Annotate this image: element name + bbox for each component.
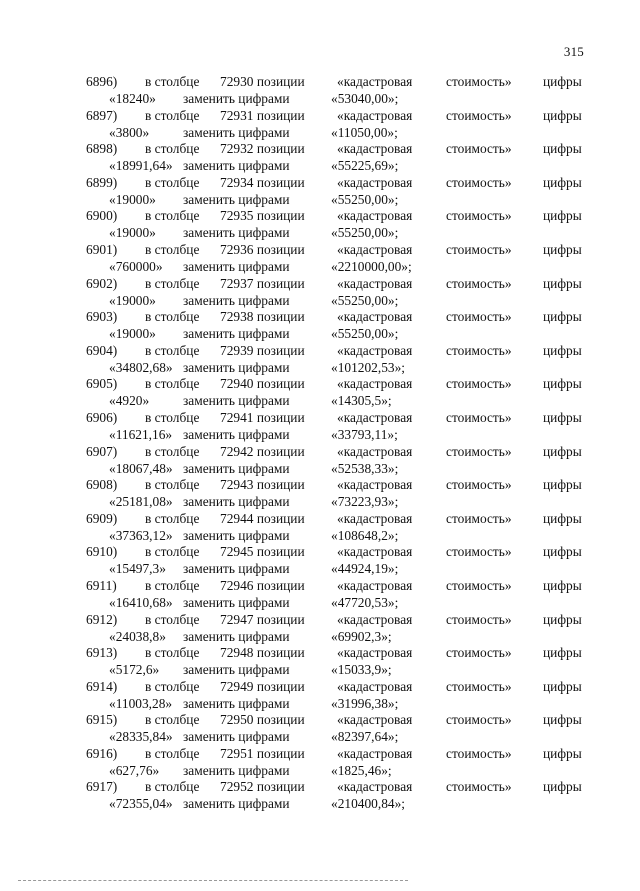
entry-replace-phrase: заменить цифрами (183, 191, 290, 207)
entry-old-value: «11003,28» (109, 695, 173, 711)
entry-old-value: «627,76» (109, 762, 160, 778)
entry-new-value: «55250,00»; (331, 191, 399, 207)
entry-field-name: «кадастровая (337, 678, 413, 694)
entry-field-name-2: стоимость» (446, 376, 512, 392)
entry-column-phrase: в столбце (145, 107, 200, 123)
entry-new-value: «47720,53»; (331, 594, 399, 610)
entry-column-phrase: в столбце (145, 443, 200, 459)
entry-replace-phrase: заменить цифрами (183, 561, 290, 577)
entry-new-value: «15033,9»; (331, 662, 392, 678)
entry-digits-word: цифры (543, 678, 582, 694)
amendment-entry (0, 175, 640, 209)
entry-field-name: «кадастровая (337, 241, 413, 257)
entry-number: 6915) (86, 712, 118, 728)
entry-digits-word: цифры (543, 745, 582, 761)
entry-new-value: «44924,19»; (331, 561, 399, 577)
entry-position: 72951 позиции (220, 745, 305, 761)
entry-number: 6898) (86, 141, 118, 157)
amendment-entry (0, 74, 640, 108)
entry-position: 72936 позиции (220, 241, 305, 257)
entry-field-name-2: стоимость» (446, 208, 512, 224)
entry-column-phrase: в столбце (145, 712, 200, 728)
entry-field-name-2: стоимость» (446, 241, 512, 257)
entry-column-phrase: в столбце (145, 477, 200, 493)
amendment-entry (0, 343, 640, 377)
entry-field-name: «кадастровая (337, 107, 413, 123)
entry-replace-phrase: заменить цифрами (183, 359, 290, 375)
entry-digits-word: цифры (543, 174, 582, 190)
entry-new-value: «31996,38»; (331, 695, 399, 711)
entry-field-name-2: стоимость» (446, 141, 512, 157)
entry-digits-word: цифры (543, 309, 582, 325)
entry-replace-phrase: заменить цифрами (183, 91, 290, 106)
entry-replace-phrase: заменить цифрами (183, 662, 290, 678)
entry-number: 6911) (86, 577, 117, 593)
entry-field-name-2: стоимость» (446, 645, 512, 661)
entry-digits-word: цифры (543, 544, 582, 560)
entry-number: 6908) (86, 477, 118, 493)
entry-field-name: «кадастровая (337, 443, 413, 459)
entry-column-phrase: в столбце (145, 510, 200, 526)
entry-field-name: «кадастровая (337, 745, 413, 761)
entry-position: 72931 позиции (220, 107, 305, 123)
entry-replace-phrase: заменить цифрами (183, 326, 290, 342)
entry-digits-word: цифры (543, 208, 582, 224)
entry-field-name: «кадастровая (337, 477, 413, 493)
entry-field-name-2: стоимость» (446, 611, 512, 627)
entry-digits-word: цифры (543, 712, 582, 728)
entry-position: 72941 позиции (220, 409, 305, 425)
entry-number: 6913) (86, 645, 118, 661)
entry-new-value: «55225,69»; (331, 158, 399, 174)
entry-digits-word: цифры (543, 645, 582, 661)
entry-field-name: «кадастровая (337, 342, 413, 358)
entry-old-value: «19000» (109, 326, 156, 342)
amendment-entry (0, 208, 640, 242)
amendment-entry (0, 511, 640, 545)
entry-replace-phrase: заменить цифрами (183, 225, 290, 241)
entry-digits-word: цифры (543, 342, 582, 358)
entry-number: 6897) (86, 107, 118, 123)
entry-field-name: «кадастровая (337, 74, 413, 89)
entry-new-value: «210400,84»; (331, 796, 406, 812)
entry-replace-phrase: заменить цифрами (183, 158, 290, 174)
entry-number: 6917) (86, 779, 118, 795)
entry-old-value: «24038,8» (109, 628, 166, 644)
entry-digits-word: цифры (543, 477, 582, 493)
entry-field-name-2: стоимость» (446, 577, 512, 593)
entry-field-name: «кадастровая (337, 174, 413, 190)
entry-replace-phrase: заменить цифрами (183, 527, 290, 543)
entry-position: 72947 позиции (220, 611, 305, 627)
entry-replace-phrase: заменить цифрами (183, 729, 290, 745)
amendment-entry (0, 242, 640, 276)
entry-new-value: «55250,00»; (331, 225, 399, 241)
entry-replace-phrase: заменить цифрами (183, 258, 290, 274)
entry-old-value: «28335,84» (109, 729, 173, 745)
amendment-entry (0, 410, 640, 444)
entry-digits-word: цифры (543, 611, 582, 627)
entry-digits-word: цифры (543, 577, 582, 593)
amendment-entry (0, 779, 640, 813)
entry-replace-phrase: заменить цифрами (183, 292, 290, 308)
entry-position: 72948 позиции (220, 645, 305, 661)
entry-column-phrase: в столбце (145, 611, 200, 627)
entry-old-value: «19000» (109, 225, 156, 241)
entry-replace-phrase: заменить цифрами (183, 695, 290, 711)
entry-digits-word: цифры (543, 779, 582, 795)
entry-old-value: «15497,3» (109, 561, 166, 577)
entry-digits-word: цифры (543, 275, 582, 291)
entry-digits-word: цифры (543, 376, 582, 392)
entry-field-name-2: стоимость» (446, 409, 512, 425)
entry-position: 72946 позиции (220, 577, 305, 593)
entry-number: 6912) (86, 611, 118, 627)
entry-old-value: «19000» (109, 191, 156, 207)
entry-field-name-2: стоимость» (446, 275, 512, 291)
entry-digits-word: цифры (543, 74, 582, 89)
amendment-entry (0, 645, 640, 679)
entry-field-name-2: стоимость» (446, 174, 512, 190)
entry-number: 6906) (86, 409, 118, 425)
entry-field-name: «кадастровая (337, 611, 413, 627)
entry-new-value: «53040,00»; (331, 91, 399, 106)
entry-position: 72944 позиции (220, 510, 305, 526)
entry-old-value: «37363,12» (109, 527, 173, 543)
entry-digits-word: цифры (543, 409, 582, 425)
entry-position: 72952 позиции (220, 779, 305, 795)
entry-column-phrase: в столбце (145, 678, 200, 694)
entry-new-value: «101202,53»; (331, 359, 406, 375)
entry-old-value: «18240» (109, 91, 156, 106)
amendment-entry (0, 376, 640, 410)
entry-old-value: «18991,64» (109, 158, 173, 174)
entry-position: 72949 позиции (220, 678, 305, 694)
entry-field-name: «кадастровая (337, 779, 413, 795)
entry-number: 6916) (86, 745, 118, 761)
entry-field-name-2: стоимость» (446, 510, 512, 526)
entry-field-name-2: стоимость» (446, 74, 512, 89)
entry-number: 6910) (86, 544, 118, 560)
entry-field-name: «кадастровая (337, 510, 413, 526)
entry-position: 72932 позиции (220, 141, 305, 157)
entry-column-phrase: в столбце (145, 342, 200, 358)
entry-position: 72937 позиции (220, 275, 305, 291)
entry-replace-phrase: заменить цифрами (183, 426, 290, 442)
entry-digits-word: цифры (543, 141, 582, 157)
entry-field-name: «кадастровая (337, 141, 413, 157)
entry-field-name-2: стоимость» (446, 309, 512, 325)
entry-number: 6901) (86, 241, 118, 257)
entry-column-phrase: в столбце (145, 208, 200, 224)
page-number: 315 (563, 44, 584, 59)
entry-position: 72942 позиции (220, 443, 305, 459)
entry-number: 6909) (86, 510, 118, 526)
amendment-entry (0, 309, 640, 343)
entry-digits-word: цифры (543, 510, 582, 526)
entry-number: 6902) (86, 275, 118, 291)
amendment-entry (0, 108, 640, 142)
entry-new-value: «2210000,00»; (331, 258, 412, 274)
entry-field-name: «кадастровая (337, 309, 413, 325)
entry-number: 6903) (86, 309, 118, 325)
entry-replace-phrase: заменить цифрами (183, 494, 290, 510)
entry-new-value: «73223,93»; (331, 494, 399, 510)
entry-old-value: «760000» (109, 258, 163, 274)
entry-old-value: «5172,6» (109, 662, 160, 678)
entry-new-value: «14305,5»; (331, 393, 392, 409)
entry-new-value: «69902,3»; (331, 628, 392, 644)
entry-column-phrase: в столбце (145, 544, 200, 560)
entry-field-name-2: стоимость» (446, 712, 512, 728)
amendment-entry (0, 712, 640, 746)
entry-new-value: «52538,33»; (331, 460, 399, 476)
entry-old-value: «34802,68» (109, 359, 173, 375)
entry-column-phrase: в столбце (145, 174, 200, 190)
entry-position: 72943 позиции (220, 477, 305, 493)
entry-digits-word: цифры (543, 107, 582, 123)
amendment-entry (0, 141, 640, 175)
amendment-entry (0, 544, 640, 578)
entry-field-name-2: стоимость» (446, 678, 512, 694)
entry-old-value: «4920» (109, 393, 150, 409)
entry-position: 72930 позиции (220, 74, 305, 89)
entry-column-phrase: в столбце (145, 645, 200, 661)
entry-number: 6900) (86, 208, 118, 224)
entry-column-phrase: в столбце (145, 409, 200, 425)
entry-replace-phrase: заменить цифрами (183, 628, 290, 644)
entry-digits-word: цифры (543, 241, 582, 257)
entry-position: 72945 позиции (220, 544, 305, 560)
entry-field-name-2: стоимость» (446, 443, 512, 459)
entry-position: 72935 позиции (220, 208, 305, 224)
entry-column-phrase: в столбце (145, 779, 200, 795)
amendment-entry (0, 477, 640, 511)
entry-position: 72938 позиции (220, 309, 305, 325)
entry-new-value: «82397,64»; (331, 729, 399, 745)
entry-field-name-2: стоимость» (446, 107, 512, 123)
amendment-entry (0, 578, 640, 612)
entry-new-value: «55250,00»; (331, 326, 399, 342)
amendment-entry (0, 276, 640, 310)
entry-new-value: «108648,2»; (331, 527, 399, 543)
entry-field-name: «кадастровая (337, 712, 413, 728)
entry-field-name: «кадастровая (337, 409, 413, 425)
entry-column-phrase: в столбце (145, 275, 200, 291)
entry-field-name: «кадастровая (337, 376, 413, 392)
entry-field-name-2: стоимость» (446, 544, 512, 560)
amendment-entry (0, 612, 640, 646)
amendment-entry (0, 746, 640, 780)
amendment-list (0, 74, 640, 813)
entry-old-value: «16410,68» (109, 594, 173, 610)
entry-old-value: «19000» (109, 292, 156, 308)
entry-number: 6896) (86, 74, 118, 89)
entry-field-name-2: стоимость» (446, 745, 512, 761)
entry-number: 6899) (86, 174, 118, 190)
entry-number: 6905) (86, 376, 118, 392)
entry-number: 6907) (86, 443, 118, 459)
amendment-entry (0, 444, 640, 478)
entry-field-name: «кадастровая (337, 544, 413, 560)
entry-position: 72939 позиции (220, 342, 305, 358)
entry-field-name-2: стоимость» (446, 342, 512, 358)
entry-number: 6914) (86, 678, 118, 694)
entry-column-phrase: в столбце (145, 309, 200, 325)
entry-old-value: «72355,04» (109, 796, 173, 812)
entry-old-value: «18067,48» (109, 460, 173, 476)
entry-old-value: «3800» (109, 124, 150, 140)
entry-field-name-2: стоимость» (446, 779, 512, 795)
entry-position: 72950 позиции (220, 712, 305, 728)
entry-field-name: «кадастровая (337, 577, 413, 593)
entry-column-phrase: в столбце (145, 141, 200, 157)
entry-column-phrase: в столбце (145, 74, 200, 89)
entry-position: 72934 позиции (220, 174, 305, 190)
entry-column-phrase: в столбце (145, 241, 200, 257)
entry-replace-phrase: заменить цифрами (183, 594, 290, 610)
amendment-entry (0, 679, 640, 713)
entry-new-value: «33793,11»; (331, 426, 398, 442)
entry-digits-word: цифры (543, 443, 582, 459)
entry-replace-phrase: заменить цифрами (183, 796, 290, 812)
page-bottom-rule (18, 880, 408, 881)
entry-position: 72940 позиции (220, 376, 305, 392)
entry-old-value: «11621,16» (109, 426, 173, 442)
entry-old-value: «25181,08» (109, 494, 173, 510)
entry-field-name-2: стоимость» (446, 477, 512, 493)
entry-column-phrase: в столбце (145, 577, 200, 593)
entry-field-name: «кадастровая (337, 208, 413, 224)
entry-number: 6904) (86, 342, 118, 358)
entry-new-value: «1825,46»; (331, 762, 392, 778)
entry-new-value: «11050,00»; (331, 124, 398, 140)
entry-field-name: «кадастровая (337, 275, 413, 291)
entry-replace-phrase: заменить цифрами (183, 124, 290, 140)
entry-new-value: «55250,00»; (331, 292, 399, 308)
entry-column-phrase: в столбце (145, 745, 200, 761)
entry-field-name: «кадастровая (337, 645, 413, 661)
entry-replace-phrase: заменить цифрами (183, 762, 290, 778)
entry-replace-phrase: заменить цифрами (183, 393, 290, 409)
entry-replace-phrase: заменить цифрами (183, 460, 290, 476)
entry-column-phrase: в столбце (145, 376, 200, 392)
